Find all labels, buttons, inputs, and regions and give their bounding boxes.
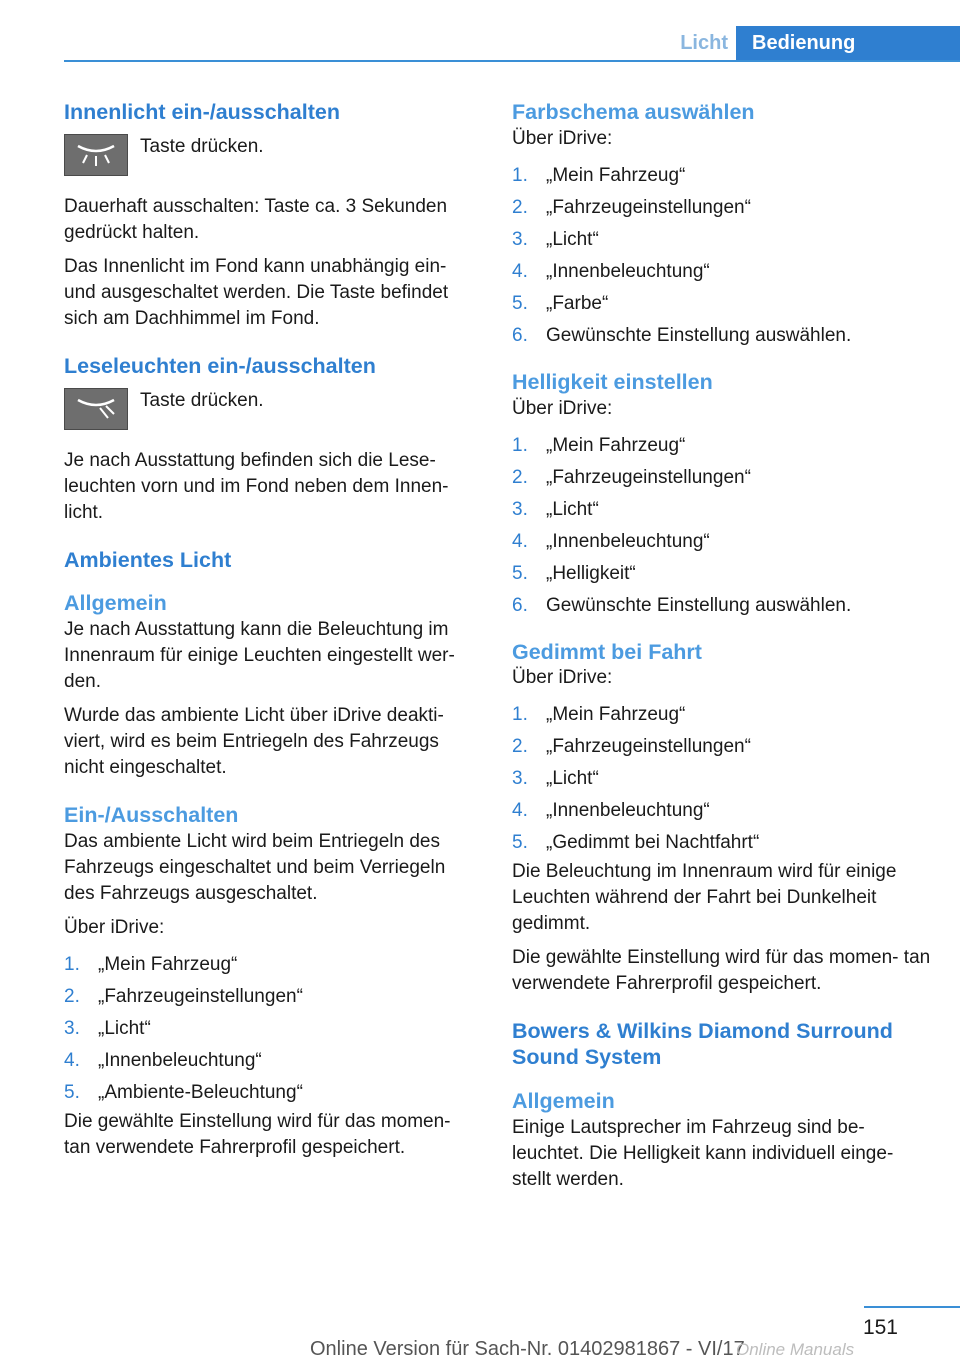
subsection-title-gedimmt: Gedimmt bei Fahrt [512, 639, 702, 664]
list-item: 6. Gewünschte Einstellung auswählen. [512, 324, 852, 346]
subsection-title-allgemein: Allgemein [64, 591, 167, 616]
footer-online-note: Online Version für Sach-Nr. 01402981867 - VI/17 [310, 1338, 745, 1360]
list-item: 3. „Licht“ [512, 498, 599, 520]
paragraph: Über iDrive: [512, 127, 613, 149]
left-column [64, 100, 480, 1161]
paragraph: Einige Lautsprecher im Fahrzeug sind be- leuchtet. Die Helligkeit kann individuell einge- stellt werden. [512, 1116, 894, 1190]
paragraph: Die gewählte Einstellung wird für das momen- tan verwendete Fahrerprofil gespeichert. [512, 947, 931, 995]
section-title-leseleuchten: Leseleuchten ein-/ausschalten [64, 353, 376, 378]
list-item: 3. „Licht“ [512, 768, 599, 790]
key-instruction: Taste drücken. [140, 389, 264, 411]
subsection-title-allgemein: Allgemein [512, 1088, 615, 1113]
list-item: 2. „Fahrzeugeinstellungen“ [512, 196, 751, 218]
list-item: 2. „Fahrzeugeinstellungen“ [512, 736, 751, 758]
paragraph: Über iDrive: [64, 916, 165, 938]
paragraph: Über iDrive: [512, 667, 613, 689]
paragraph: Je nach Ausstattung kann die Beleuchtung im Innenraum für einige Leuchten eingestellt wer- den. [64, 619, 455, 693]
right-column [512, 100, 932, 1193]
list-item: 5. „Gedimmt bei Nachtfahrt“ [512, 832, 760, 854]
key-row-innenlicht [64, 134, 480, 176]
list-item: 4. „Innenbeleuchtung“ [512, 800, 710, 822]
header-chapter-tab: Bedienung [736, 26, 960, 62]
list-item: 4. „Innenbeleuchtung“ [512, 530, 710, 552]
list-item: 1. „Mein Fahrzeug“ [512, 164, 686, 186]
paragraph: Das Innenlicht im Fond kann unabhängig ein- und ausgeschaltet werden. Die Taste befindet sich am Dachhimmel im Fond. [64, 255, 449, 329]
paragraph: Je nach Ausstattung befinden sich die Lese- leuchten vorn und im Fond neben dem Innen- licht. [64, 449, 449, 523]
section-title-ambientes-licht: Ambientes Licht [64, 547, 232, 572]
list-item: 1. „Mein Fahrzeug“ [512, 704, 686, 726]
page-number: 151 [862, 1316, 898, 1339]
list-item: 3. „Licht“ [512, 228, 599, 250]
list-item: 1. „Mein Fahrzeug“ [64, 953, 238, 975]
list-item: 6. Gewünschte Einstellung auswählen. [512, 594, 852, 616]
list-item: 3. „Licht“ [64, 1017, 151, 1039]
list-item: 5. „Helligkeit“ [512, 562, 636, 584]
list-item: 1. „Mein Fahrzeug“ [512, 434, 686, 456]
list-item: 4. „Innenbeleuchtung“ [64, 1049, 262, 1071]
paragraph: Das ambiente Licht wird beim Entriegeln des Fahrzeugs eingeschaltet und beim Verriegeln des Fahrzeugs ausgeschaltet. [64, 830, 446, 904]
paragraph: Wurde das ambiente Licht über iDrive deakti- viert, wird es beim Entriegeln des Fahrzeugs nicht eingeschaltet. [64, 705, 444, 779]
paragraph: Über iDrive: [512, 397, 613, 419]
key-instruction: Taste drücken. [140, 135, 264, 157]
list-item: 5. „Ambiente-Beleuchtung“ [64, 1081, 303, 1103]
list-item: 2. „Fahrzeugeinstellungen“ [512, 466, 751, 488]
steps-helligkeit [512, 430, 932, 622]
list-item: 5. „Farbe“ [512, 292, 609, 314]
section-title-bowers-wilkins: Bowers & Wilkins Diamond Surround Sound System [512, 1019, 893, 1070]
footer-rule [864, 1306, 960, 1308]
reading-light-button-icon [64, 388, 128, 430]
watermark: Online Manuals [736, 1340, 855, 1359]
list-item: 2. „Fahrzeugeinstellungen“ [64, 985, 303, 1007]
steps-farbschema [512, 160, 932, 352]
list-item: 4. „Innenbeleuchtung“ [512, 260, 710, 282]
header-section-tab: Licht [680, 32, 728, 54]
steps-gedimmt [512, 699, 932, 859]
paragraph: Dauerhaft ausschalten: Taste ca. 3 Sekunden gedrückt halten. [64, 195, 448, 243]
paragraph: Die gewählte Einstellung wird für das momen- tan verwendete Fahrerprofil gespeichert. [64, 1110, 451, 1158]
subsection-title-ein-ausschalten: Ein-/Ausschalten [64, 803, 239, 828]
steps-ambiente [64, 949, 480, 1109]
subsection-title-farbschema: Farbschema auswählen [512, 100, 755, 124]
interior-light-button-icon [64, 134, 128, 176]
subsection-title-helligkeit: Helligkeit einstellen [512, 369, 713, 394]
section-title-innenlicht: Innenlicht ein-/ausschalten [64, 100, 340, 124]
header-rule [64, 60, 960, 62]
key-row-leseleuchten [64, 388, 480, 430]
paragraph: Die Beleuchtung im Innenraum wird für einige Leuchten während der Fahrt bei Dunkelheit gedimmt. [512, 861, 897, 935]
